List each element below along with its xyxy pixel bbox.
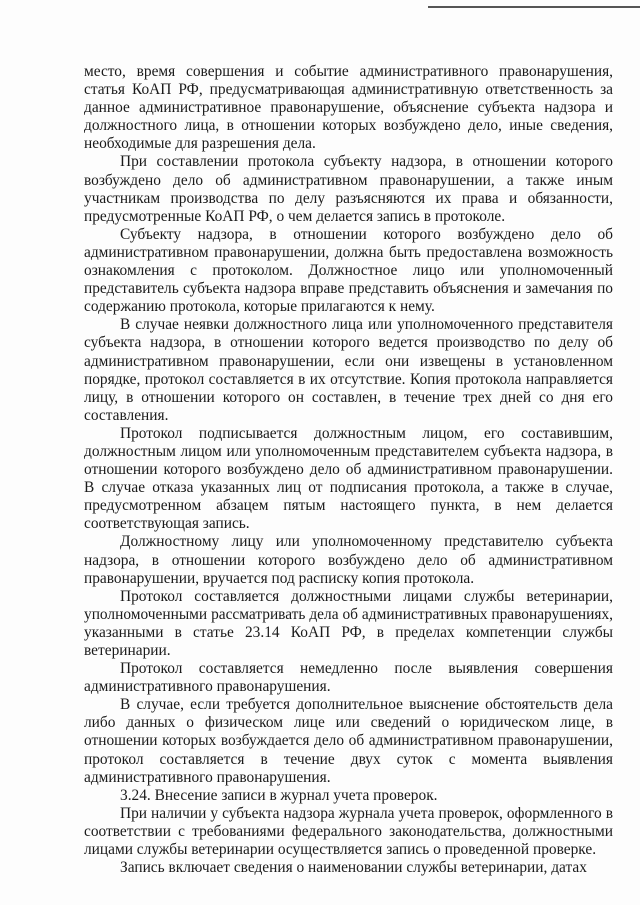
section-heading: 3.24. Внесение записи в журнал учета проверок. [120,786,438,804]
paragraph: Протокол составляется должностными лицами службы ветеринарии, уполномоченными рассматривать дела об административных правонарушениях, указанными в статье 23.14 КоАП РФ, в пределах компетенции службы ветеринарии. [84,587,613,659]
paragraph: При составлении протокола субъекту надзора, в отношении которого возбуждено дело об административном правонарушении, а также иным участникам производства по делу разъясняются их права и обязанности, предусмотренные КоАП РФ, о чем делается запись в протоколе. [84,153,613,225]
paragraph: В случае, если требуется дополнительное выяснение обстоятельств дела либо данных о физическом лице или сведений о юридическом лице, в отношении которых возбуждается дело об административном правонарушении, протокол составляется в течение двух суток с момента выявления административного правонарушения. [84,696,613,786]
paragraph: место, время совершения и событие административного правонарушения, статья КоАП РФ, предусматривающая административную ответственность за данное административное правонарушение, объяснение субъекта надзора и должностного лица, в отношении которых возбуждено дело, иные сведения, необходимые для разрешения дела. [84,63,613,153]
paragraph: В случае неявки должностного лица или уполномоченного представителя субъекта надзора, в отношении которого ведется производство по делу об административном правонарушении, если они извещены в установленном порядке, протокол составляется в их отсутствие. Копия протокола направляется лицу, в отношении которого он составлен, в течение трех дней со дня его составления. [84,316,613,424]
paragraph: Протокол составляется немедленно после выявления совершения административного правонарушения. [84,660,613,696]
paragraph: Протокол подписывается должностным лицом, его составившим, должностным лицом или уполномоченным представителем субъекта надзора, в отношении которого возбуждено дело об административном правонарушении. В случае отказа указанных лиц от подписания протокола, а также в случае, предусмотренном абзацем пятым настоящего пункта, в нем делается соответствующая запись. [84,424,613,533]
body-text [84,63,613,877]
paragraph: Запись включает сведения о наименовании службы ветеринарии, датах [120,859,587,877]
paragraph: При наличии у субъекта надзора журнала учета проверок, оформленного в соответствии с требованиями федерального законодательства, должностными лицами службы ветеринарии осуществляется запись о проведенной проверке. [84,804,613,859]
paragraph: Субъекту надзора, в отношении которого возбуждено дело об административном правонарушении, должна быть предоставлена возможность ознакомления с протоколом. Должностное лицо или уполномоченный представитель субъекта надзора вправе представить объяснения и замечания по содержанию протокола, которые прилагаются к нему. [84,225,613,316]
paragraph: Должностному лицу или уполномоченному представителю субъекта надзора, в отношении которого возбуждено дело об административном правонарушении, вручается под расписку копия протокола. [84,533,613,587]
header-rule [428,6,640,8]
